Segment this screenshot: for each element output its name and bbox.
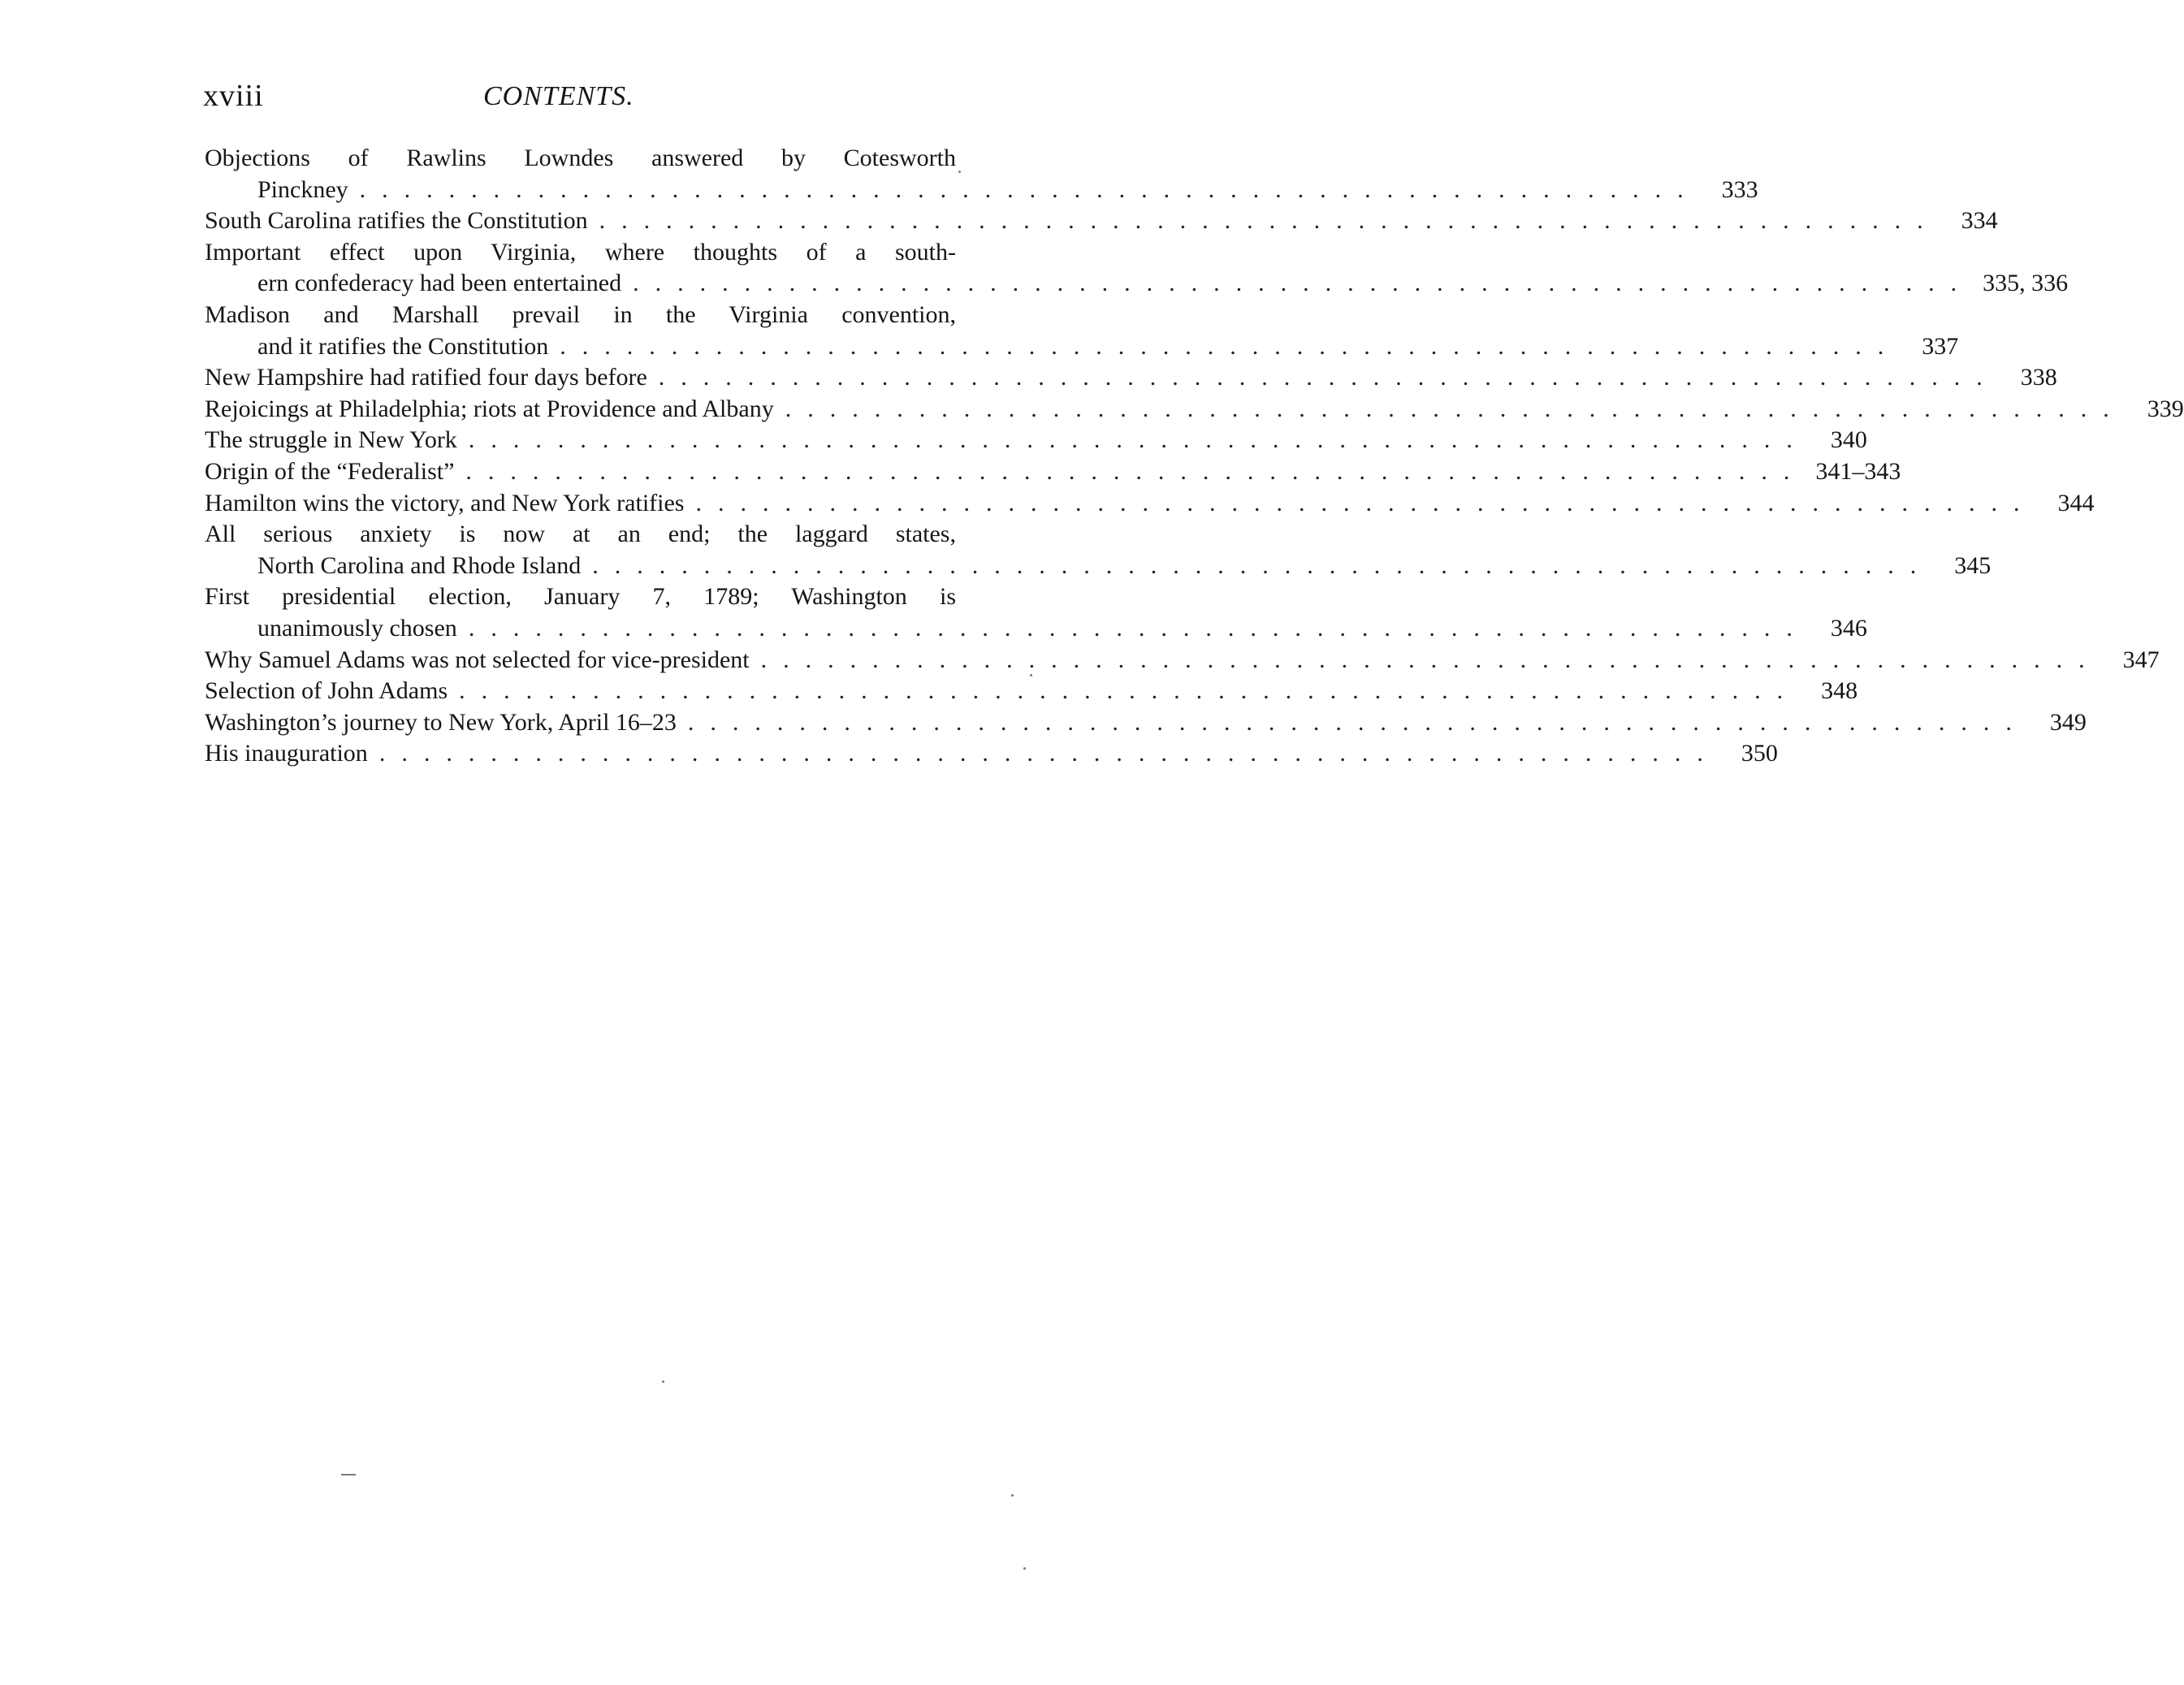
toc-entry-row [205, 362, 2057, 394]
toc-entry [205, 738, 1778, 770]
toc-entry-page-number: 348 [1821, 677, 1858, 705]
toc-entry [205, 205, 1998, 237]
toc-entry-page-number: 349 [2049, 708, 2087, 736]
scan-speck [1011, 1494, 1014, 1497]
toc-entry-title: Why Samuel Adams was not selected for vice-president [205, 646, 750, 673]
toc-entry-title: South Carolina ratifies the Constitution [205, 207, 588, 235]
toc-entry-row [205, 738, 1778, 770]
toc-entry [205, 488, 2095, 520]
toc-entry-page-number: 337 [1922, 332, 1959, 360]
toc-entry-title: Rejoicings at Philadelphia; riots at Providence and Albany [205, 395, 774, 422]
toc-entry-row [205, 175, 1758, 206]
toc-entry-row [205, 205, 1998, 237]
toc-entry-line: Objections of Rawlins Lowndes answered by Cotesworth [205, 145, 956, 171]
toc-entry [205, 676, 1858, 707]
toc-entry-row [205, 425, 1867, 456]
toc-entry-page-number: 340 [1830, 426, 1867, 454]
toc-entry-page-number: 345 [1954, 551, 1992, 579]
toc-entry-line: All serious anxiety is now at an end; the laggard states, [205, 521, 956, 548]
toc-entry [205, 300, 1959, 362]
toc-entry-page-number: 333 [1721, 175, 1758, 203]
toc-entry [205, 456, 1901, 488]
dot-leader: ............................................................ [592, 551, 1933, 579]
dot-leader: ............................................................ [459, 677, 1800, 705]
toc-entry-title: and it ratifies the Constitution [257, 332, 549, 360]
page-number: xviii [203, 79, 264, 113]
dot-leader: ............................................................ [760, 646, 2101, 673]
toc-entry-title: Selection of John Adams [205, 677, 448, 705]
dot-leader: ............................................................ [560, 332, 1901, 360]
toc-entry-row [205, 394, 2184, 426]
toc-entry-title: Pinckney [257, 175, 348, 203]
dot-leader: ............................................................ [695, 489, 2036, 516]
toc-entry-title: Hamilton wins the victory, and New York ratifies [205, 489, 685, 516]
toc-entry [205, 519, 1992, 581]
toc-entry-title: Washington’s journey to New York, April 16–23 [205, 708, 677, 736]
toc-entry-title: North Carolina and Rhode Island [257, 551, 582, 579]
toc-entry-title: The struggle in New York [205, 426, 457, 454]
toc-entry-page-number: 335, 336 [1983, 270, 2069, 297]
dot-leader: ............................................................ [468, 426, 1809, 454]
toc-entry [205, 237, 2069, 300]
scan-speck [662, 1380, 664, 1383]
toc-entry [205, 581, 1867, 644]
toc-entry-row [205, 456, 1901, 488]
dot-leader: ............................................................ [465, 457, 1806, 485]
toc-entry-page-number: 350 [1741, 740, 1778, 767]
toc-entry-page-number: 344 [2057, 489, 2095, 516]
dot-leader: ............................................................ [687, 708, 2028, 736]
dot-leader: ............................................................ [599, 207, 1940, 235]
toc-entry [205, 645, 2160, 676]
page-header [203, 78, 958, 119]
toc-entry-row [205, 676, 1858, 707]
toc-entry [205, 394, 2184, 426]
table-of-contents [205, 143, 2184, 770]
toc-entry-title: New Hampshire had ratified four days before [205, 364, 647, 391]
running-title: CONTENTS. [483, 81, 634, 111]
toc-entry-row [205, 268, 2069, 300]
toc-entry-row [205, 331, 1959, 363]
toc-entry-row [205, 645, 2160, 676]
toc-entry-page-number: 346 [1830, 614, 1867, 642]
toc-entry-page-number: 341–343 [1815, 457, 1901, 485]
toc-entry-line: Madison and Marshall prevail in the Virginia convention, [205, 300, 956, 328]
toc-entry-row [205, 613, 1867, 645]
toc-entry-page-number: 339 [2147, 395, 2184, 422]
toc-entry-title: unanimously chosen [257, 614, 457, 642]
dot-leader: ............................................................ [633, 270, 1974, 297]
toc-entry-row [205, 707, 2087, 739]
toc-entry-page-number: 347 [2122, 646, 2160, 673]
toc-entry-row [205, 488, 2095, 520]
dot-leader: ............................................................ [468, 614, 1809, 642]
scan-speck [341, 1474, 356, 1475]
toc-entry-line: First presidential election, January 7, 1789; Washington is [205, 583, 956, 611]
toc-entry-page-number: 334 [1961, 207, 1998, 235]
toc-entry [205, 362, 2057, 394]
toc-entry [205, 143, 1758, 205]
toc-entry-title: Origin of the “Federalist” [205, 457, 455, 485]
scan-speck [1030, 674, 1032, 676]
toc-entry-row [205, 551, 1992, 582]
dot-leader: ............................................................ [378, 740, 1719, 767]
dot-leader: ............................................................ [359, 175, 1700, 203]
toc-entry-line: Important effect upon Virginia, where thoughts of a south- [205, 238, 956, 266]
dot-leader: ............................................................ [658, 364, 1999, 391]
scan-speck [958, 171, 961, 173]
toc-entry-title: ern confederacy had been entertained [257, 270, 622, 297]
toc-entry [205, 425, 1867, 456]
toc-entry-page-number: 338 [2020, 364, 2057, 391]
toc-entry-title: His inauguration [205, 740, 368, 767]
scan-speck [1023, 1567, 1026, 1570]
toc-entry [205, 707, 2087, 739]
dot-leader: ............................................................ [785, 395, 2126, 422]
